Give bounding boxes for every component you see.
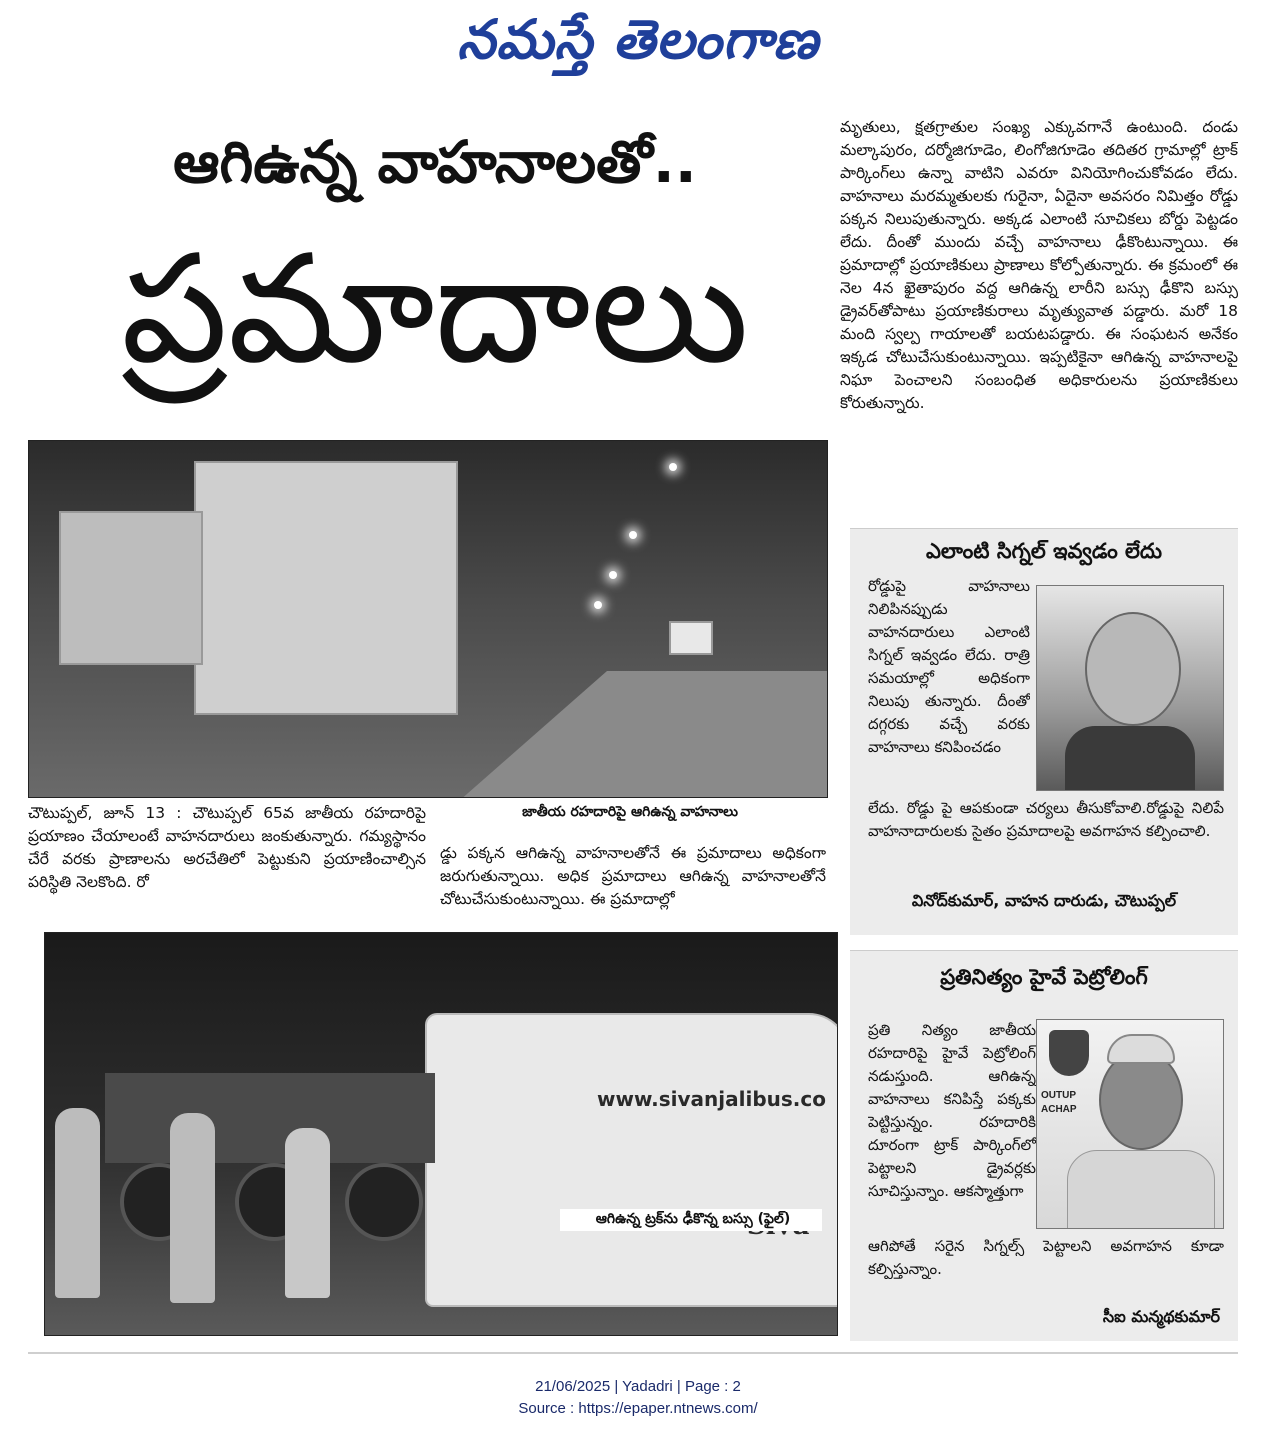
photo-label-achap: ACHAP xyxy=(1041,1104,1077,1115)
bus-website-text: www.sivanjalibus.co xyxy=(597,1087,826,1111)
box2-portrait xyxy=(1036,1019,1224,1229)
article-middle: డ్డు పక్కన ఆగిఉన్న వాహనాలతోనే ఈ ప్రమాదాలు అధికంగా జరుగుతున్నాయి. అధిక ప్రమాదాలు ఆగిఉన్న వాహనాలతోనే చోటుచేసుకుంటున్నాయి. ఈ ప్రమాదాల్లో xyxy=(440,844,826,908)
article-right-column: మృతులు, క్షతగ్రాతుల సంఖ్య ఎక్కువగానే ఉంటుంది. దండు మల్కాపురం, దర్మోజిగూడెం, లింగోజిగూడెం తదితర గ్రామాల్లో ట్రాక్ పార్కింగ్‌లు ఉన్నా వాటిని ఎవరూ వినియోగించుకోవడం లేదు. వాహనాలు మరమ్మతులకు గురైనా, ఏదైనా అవసరం నిమిత్తం రోడ్డు పక్కన నిలుపుతున్నారు. అక్కడ ఎలాంటి సూచికలు బోర్డు పెట్టడం లేదు. దీంతో ముందు వచ్చే వాహనాలు ఢీకొంటున్నాయి. ఈ ప్రమాదాల్లో ప్రయాణికులు ప్రాణాలు కోల్పోతున్నారు. ఈ క్రమంలో ఈ నెల 4న ఖైతాపురం వద్ద ఆగిఉన్న లారీని బస్సు ఢీకొని బస్సు డ్రైవర్‌తోపాటు ప్రయాణికురాలు మృత్యువాత పడ్డారు. మరో 18 మంది స్వల్ప గాయాలతో బయటపడ్డారు. ఈ సంఘటన అనేకం ఇక్కడ చోటుచేసుకుంటున్నాయి. ఇప్పటికైనా ఆగిఉన్న వాహనాలపై నిఘా పెంచాలని సంబంధిత అధికారులను ప్రయాణికులు కోరుతున్నారు. xyxy=(840,118,1238,412)
page-bottom-rule xyxy=(28,1352,1238,1354)
box1-portrait xyxy=(1036,585,1224,791)
sidebar-box-patrolling xyxy=(850,950,1238,1341)
box1-byline: వినోద్‌కుమార్, వాహన దారుడు, చౌటుప్పల్ xyxy=(911,891,1177,910)
photo-label-outup: OUTUP xyxy=(1041,1090,1076,1101)
box1-title: ఎలాంటి సిగ్నల్ ఇవ్వడం లేదు xyxy=(925,539,1163,563)
photo1-caption: జాతీయ రహదారిపై ఆగిఉన్న వాహనాలు xyxy=(522,804,738,820)
article-lead: చౌటుప్పల్, జూన్ 13 : చౌటుప్పల్ 65వ జాతీయ రహదారిపై ప్రయాణం చేయాలంటే వాహనదారులు జంకుతున్నారు. గమ్యస్థానం చేరే వరకు ప్రాణాలను అరచేతిలో పెట్టుకుని ప్రయాణించాల్సిన పరిస్థితి నెలకొంది. రో xyxy=(28,804,426,891)
box1-text-side: రోడ్డుపై వాహనాలు నిలిపినప్పుడు వాహనదారులు ఎలాంటి సిగ్నల్ ఇవ్వడం లేదు. రాత్రి సమయాల్లో అధికంగా నిలుపు తున్నారు. దీంతో దగ్గరకు వచ్చే వరకు వాహనాలు కనిపించడం xyxy=(868,577,1030,756)
highway-photo xyxy=(28,440,828,798)
photo2-caption: ఆగిఉన్న ట్రక్‌ను ఢీకొన్న బస్సు (ఫైల్) xyxy=(595,1211,791,1227)
truck-shape xyxy=(194,461,458,715)
bus-accident-photo xyxy=(44,932,838,1336)
police-emblem-icon xyxy=(1049,1030,1089,1076)
headline-line1: ఆగిఉన్న వాహనాలతో.. xyxy=(173,128,697,196)
box2-byline: సీఐ మన్మథకుమార్ xyxy=(1102,1307,1220,1326)
sidebar-box-signal xyxy=(850,528,1238,935)
masthead-logo: నమస్తే తెలంగాణ xyxy=(457,8,819,71)
bus-shape xyxy=(425,1013,838,1307)
footer-source-link[interactable]: Source : https://epaper.ntnews.com/ xyxy=(518,1400,758,1417)
box2-text-full: ఆగిపోతే సరైన సిగ్నల్స్ పెట్టాలని అవగాహన కూడా కల్పిస్తున్నాం. xyxy=(868,1237,1224,1278)
box2-title: ప్రతినిత్యం హైవే పెట్రోలింగ్ xyxy=(940,965,1148,989)
footer-date-line: 21/06/2025 | Yadadri | Page : 2 xyxy=(535,1378,741,1395)
box2-text-side: ప్రతి నిత్యం జాతీయ రహదారిపై హైవే పెట్రోలింగ్ నడుస్తుంది. ఆగిఉన్న వాహనాలు కనిపిస్తే పక్కకు పెట్టిస్తున్నం. రహదారికి దూరంగా ట్రాక్ పార్కింగ్‌లో పెట్టాలని డ్రైవర్లకు సూచిస్తున్నాం. ఆకస్మాత్తుగా xyxy=(868,1021,1036,1200)
headline-line2: ప్రమాదాలు xyxy=(121,223,749,397)
box1-text-full: లేదు. రోడ్డు పై ఆపకుండా చర్యలు తీసుకోవాలి.రోడ్డుపై నిలిపే వాహనాదారులకు సైతం ప్రమాదాలపై అవగాహన కల్పించాలి. xyxy=(868,799,1224,840)
